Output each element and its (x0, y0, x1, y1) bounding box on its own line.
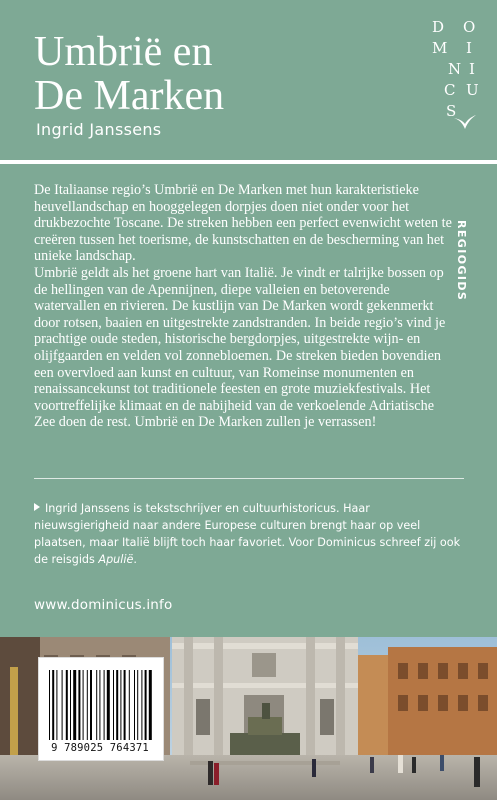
barcode-bar (107, 670, 110, 740)
barcode-bar (70, 670, 71, 740)
barcode-bar (137, 670, 138, 740)
barcode-bar (129, 670, 130, 740)
barcode-bar (49, 670, 50, 740)
barcode-bar (149, 670, 152, 740)
barcode-bar (83, 670, 84, 740)
publisher-logo (432, 18, 484, 123)
barcode-bar (90, 670, 92, 740)
author-bio-end: . (133, 553, 137, 566)
barcode-bar (104, 670, 105, 740)
logo-letter: D (432, 18, 445, 36)
barcode-bar (52, 670, 54, 740)
barcode-bar (87, 670, 88, 740)
genre-label: REGIOGIDS (455, 220, 468, 302)
author-bio (34, 500, 464, 568)
title-line-2: De Marken (34, 73, 225, 119)
author-name: Ingrid Janssens (36, 120, 162, 139)
barcode-bar (120, 670, 121, 740)
triangle-bullet-icon (34, 503, 40, 511)
logo-letter: M (432, 39, 448, 57)
barcode-bar (62, 670, 63, 740)
blurb-text: De Italiaanse regio’s Umbrië en De Marken met hun karakteristieke heuvellandschap en hooggelegen dorpjes doen niet onder voor het drukbezochte Toscane. De streken hebben een perfect evenwicht weten te creëren tussen het toerisme, de kunstschatten en de bescherming van het unieke landschap. Umbrië geldt als het groene hart van Italië. Je vindt er talrijke bossen op de hellingen van de Apennijnen, diepe valleien en betoverende watervallen en rivieren. De kustlijn van De Marken wordt gekenmerkt door rotsen, baaien en uitgestrekte zandstranden. In beide regio’s vind je prachtige oude steden, historische bergdorpjes, uitgestrekte wijn- en olijfgaarden en velden vol zonnebloemen. De streken bieden bovendien een overvloed aan kunst en cultuur, van Romeinse monumenten en renaissancekunst tot traditionele feesten en grote muziekfestivals. Het voortreffelijke klimaat en de nabijheid van de verkoelende Adriatische Zee doen de rest. Umbrië en De Marken zullen je verrassen! (34, 182, 452, 431)
barcode-bar (99, 670, 100, 740)
barcode-bar (134, 670, 135, 740)
bird-icon (452, 112, 478, 132)
author-bio-book-title: Apulië (98, 553, 134, 566)
logo-letter: U (466, 81, 479, 99)
barcode-bar (145, 670, 147, 740)
logo-letter: I (469, 60, 475, 78)
logo-letter: I (466, 39, 472, 57)
section-divider (34, 478, 464, 479)
book-title (34, 30, 224, 118)
barcode-bar (113, 670, 114, 740)
isbn-number: 9 789025 764371 (51, 742, 149, 754)
logo-letter: O (463, 18, 476, 36)
barcode-bar (78, 670, 80, 740)
barcode-bar (96, 670, 97, 740)
logo-letter: N (448, 60, 462, 78)
title-line-1: Umbrië en (34, 29, 213, 75)
barcode-bar (73, 670, 76, 740)
barcode-bar (124, 670, 126, 740)
header-divider (0, 160, 497, 164)
author-bio-text: Ingrid Janssens is tekstschrijver en cultuurhistoricus. Haar nieuwsgierigheid naar andere Europese culturen brengt haar op veel plaatsen, maar Italië blijft toch haar favoriet. Voor Dominicus schreef zij ook de reisgids (34, 502, 461, 566)
publisher-website: www.dominicus.info (34, 597, 173, 613)
barcode-bar (141, 670, 142, 740)
logo-letter: S (446, 102, 457, 120)
barcode-bar (56, 670, 57, 740)
barcode-bar (66, 670, 68, 740)
logo-letter: C (444, 81, 456, 99)
barcode-bar (116, 670, 118, 740)
